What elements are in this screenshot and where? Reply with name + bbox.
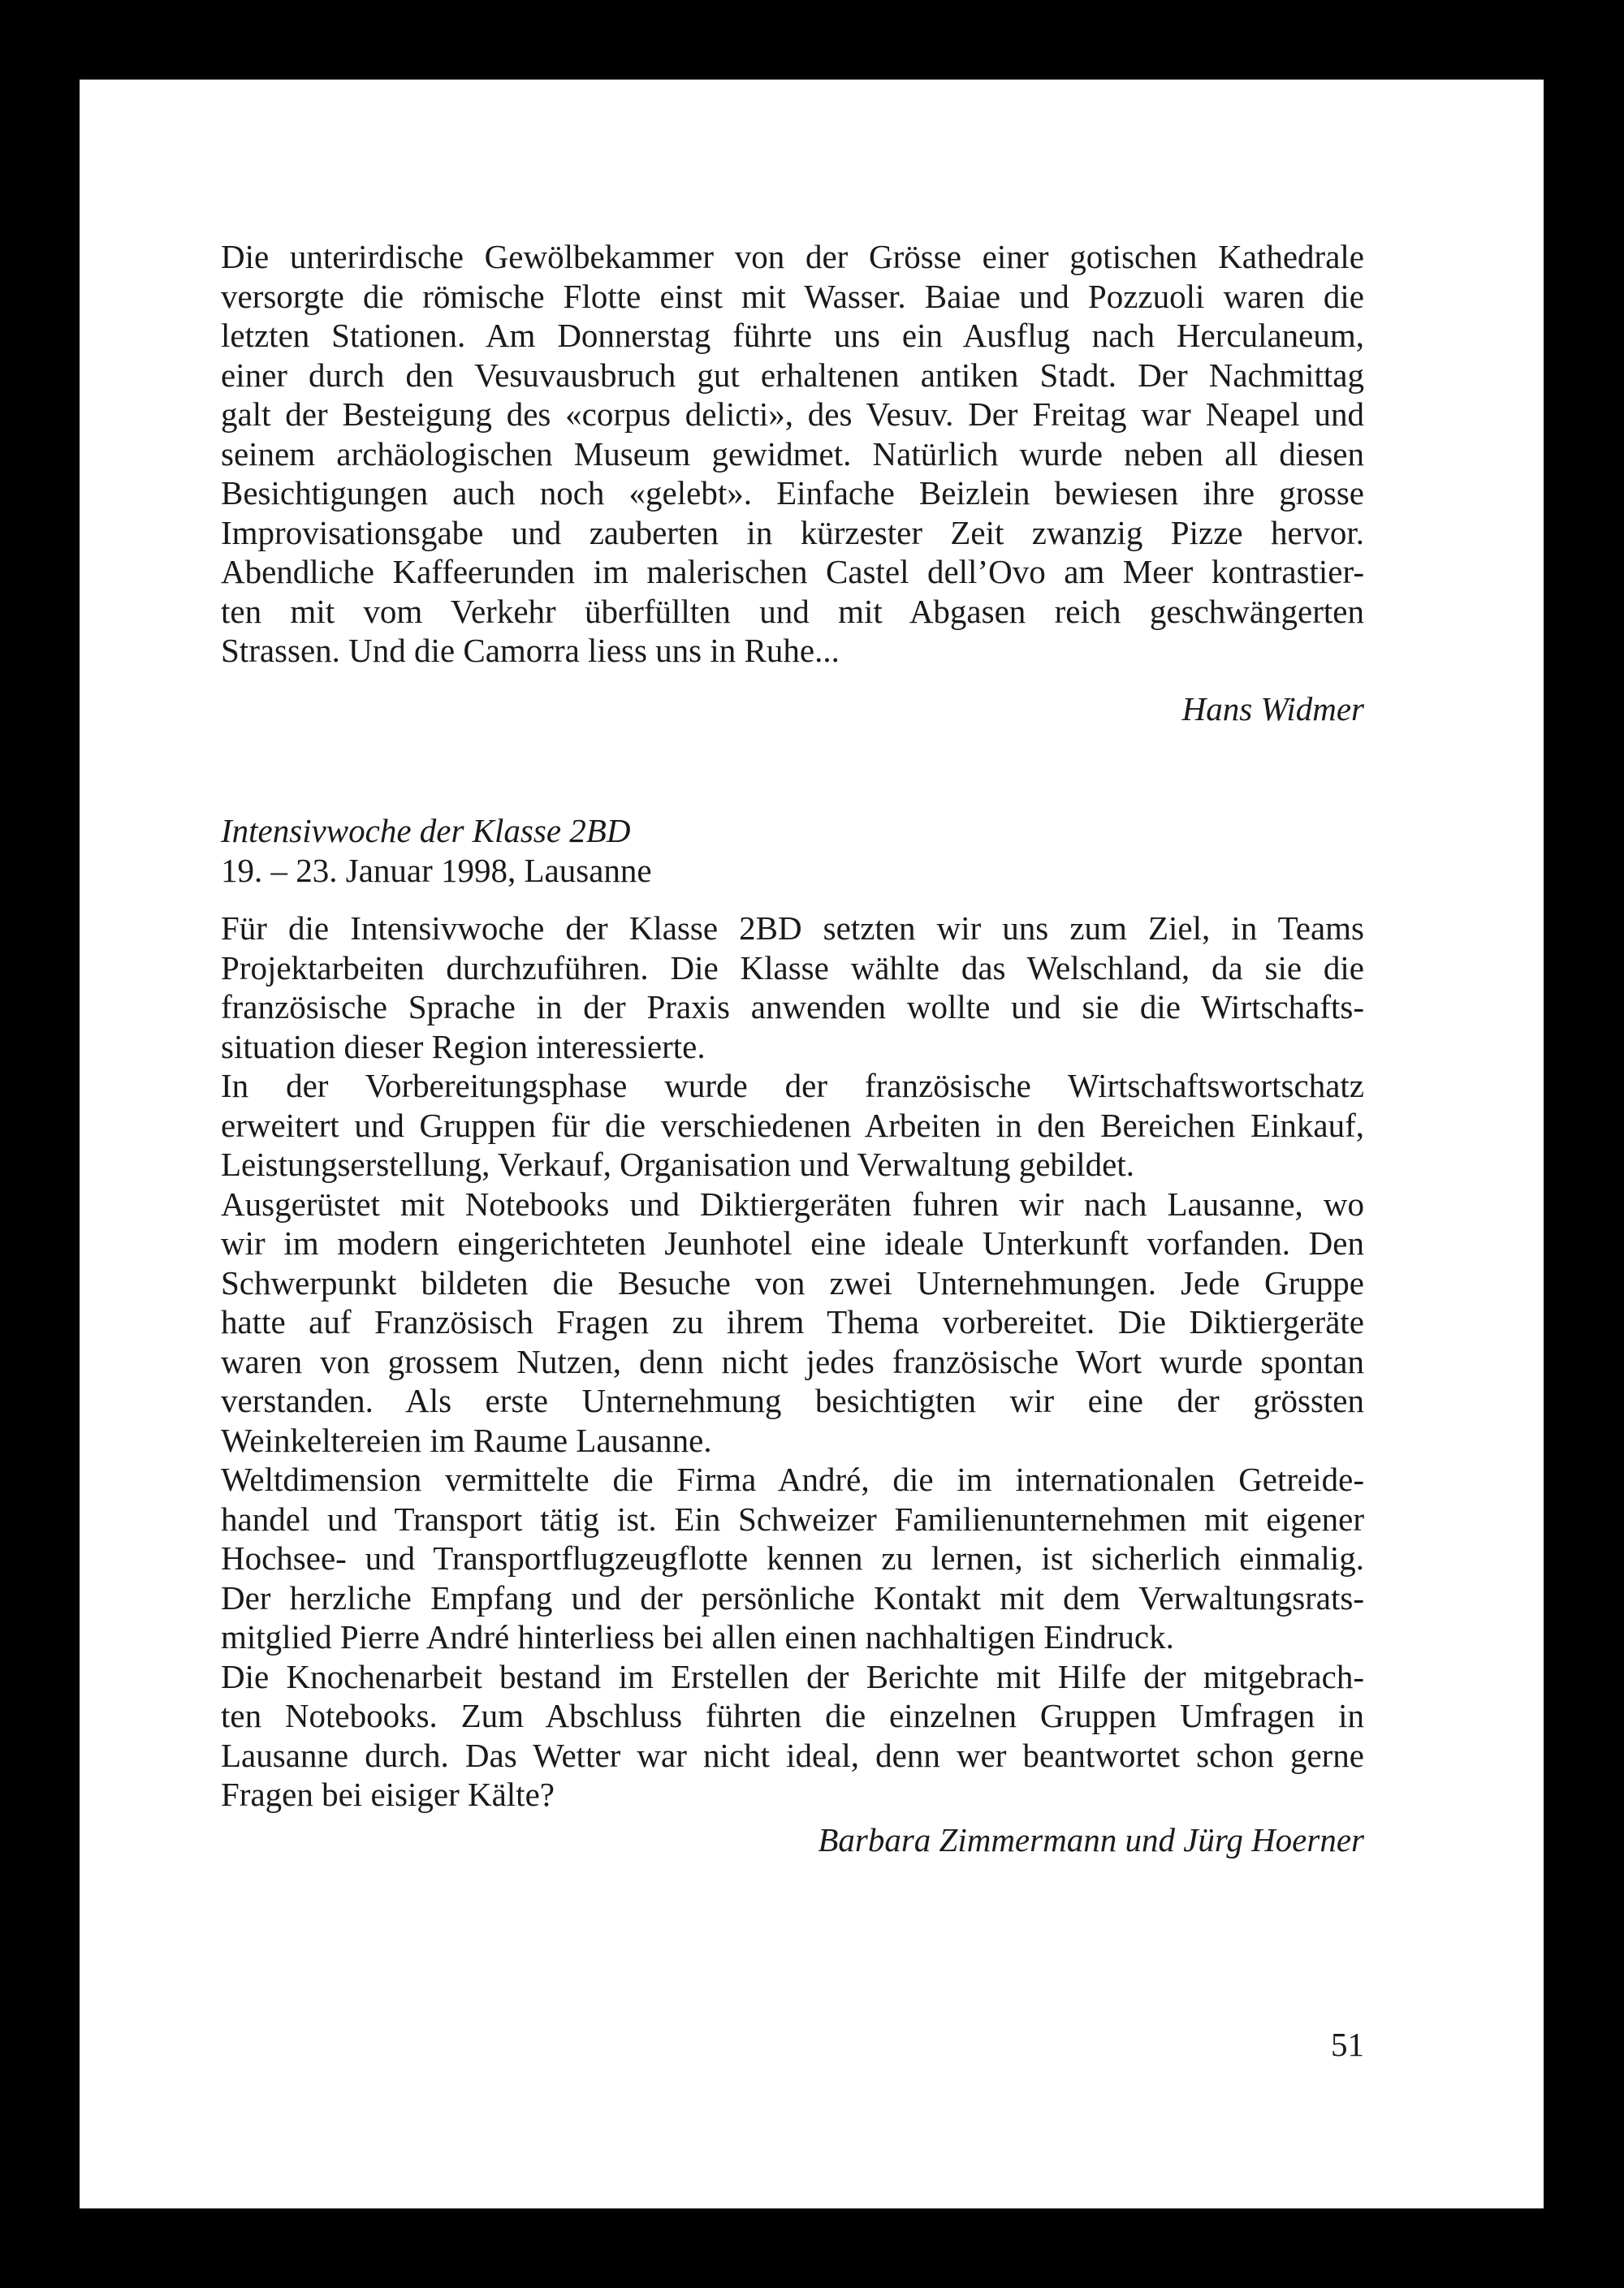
article-naples-author: Hans Widmer xyxy=(1181,690,1364,727)
text-line: letzten Stationen. Am Donnerstag führte uns ein Ausflug nach Herculaneum, xyxy=(221,317,1364,354)
text-line: mitglied Pierre André hinterliess bei allen einen nachhaltigen Eindruck. xyxy=(221,1618,1174,1656)
text-line: Die Knochenarbeit bestand im Erstellen der Berichte mit Hilfe der mitgebrach- xyxy=(221,1657,1364,1695)
text-line: ten Notebooks. Zum Abschluss führten die einzelnen Gruppen Umfragen in xyxy=(221,1697,1364,1734)
scan-speck xyxy=(73,1539,77,1546)
text-line: Lausanne durch. Das Wetter war nicht ideal, denn wer beantwortet schon gerne xyxy=(221,1736,1364,1774)
text-line: Fragen bei eisiger Kälte? xyxy=(221,1776,555,1813)
text-line: ten mit vom Verkehr überfüllten und mit Abgasen reich geschwängerten xyxy=(221,592,1364,630)
article-lausanne-title: Intensivwoche der Klasse 2BD xyxy=(221,812,631,849)
text-line: wir im modern eingerichteten Jeunhotel eine ideale Unterkunft vorfanden. Den xyxy=(221,1224,1364,1262)
text-line: verstanden. Als erste Unternehmung besichtigten wir eine der grössten xyxy=(221,1382,1364,1419)
text-line: Weinkeltereien im Raume Lausanne. xyxy=(221,1421,712,1459)
text-line: Strassen. Und die Camorra liess uns in Ruhe... xyxy=(221,632,840,669)
text-line: Leistungserstellung, Verkauf, Organisation und Verwaltung gebildet. xyxy=(221,1146,1135,1183)
text-line: Hochsee- und Transportflugzeugflotte kennen zu lernen, ist sicherlich einmalig. xyxy=(221,1539,1364,1577)
text-line: situation dieser Region interessierte. xyxy=(221,1027,706,1065)
article-lausanne-author: Barbara Zimmermann und Jürg Hoerner xyxy=(818,1821,1364,1858)
text-line: waren von grossem Nutzen, denn nicht jedes französische Wort wurde spontan xyxy=(221,1342,1364,1380)
text-line: In der Vorbereitungsphase wurde der französische Wirtschaftswortschatz xyxy=(221,1067,1364,1104)
text-line: Besichtigungen auch noch «gelebt». Einfache Beizlein bewiesen ihre grosse xyxy=(221,474,1364,512)
text-line: Projektarbeiten durchzuführen. Die Klasse wählte das Welschland, da sie die xyxy=(221,948,1364,986)
text-line: französische Sprache in der Praxis anwenden wollte und sie die Wirtschafts- xyxy=(221,988,1364,1025)
text-line: Der herzliche Empfang und der persönliche Kontakt mit dem Verwaltungsrats- xyxy=(221,1578,1364,1617)
article-lausanne-date: 19. – 23. Januar 1998, Lausanne xyxy=(221,852,652,889)
text-line: einer durch den Vesuvausbruch gut erhaltenen antiken Stadt. Der Nachmittag xyxy=(221,356,1364,394)
page-number: 51 xyxy=(1331,2026,1364,2063)
text-line: Abendliche Kaffeerunden im malerischen Castel dell’Ovo am Meer kontrastier- xyxy=(221,553,1364,590)
text-line: galt der Besteigung des «corpus delicti», des Vesuv. Der Freitag war Neapel und xyxy=(221,395,1364,433)
text-line: Ausgerüstet mit Notebooks und Diktiergeräten fuhren wir nach Lausanne, wo xyxy=(221,1185,1364,1223)
text-line: Weltdimension vermittelte die Firma André, die im internationalen Getreide- xyxy=(221,1461,1364,1498)
text-line: Für die Intensivwoche der Klasse 2BD setzten wir uns zum Ziel, in Teams xyxy=(221,909,1364,947)
document-page xyxy=(80,80,1544,2208)
text-line: handel und Transport tätig ist. Ein Schweizer Familienunternehmen mit eigener xyxy=(221,1500,1364,1538)
text-line: erweitert und Gruppen für die verschiedenen Arbeiten in den Bereichen Einkauf, xyxy=(221,1106,1364,1144)
text-line: Schwerpunkt bildeten die Besuche von zwei Unternehmungen. Jede Gruppe xyxy=(221,1263,1364,1302)
text-line: Die unterirdische Gewölbekammer von der Grösse einer gotischen Kathedrale xyxy=(221,238,1364,275)
text-line: versorgte die römische Flotte einst mit Wasser. Baiae und Pozzuoli waren die xyxy=(221,277,1364,315)
text-line: Improvisationsgabe und zauberten in kürzester Zeit zwanzig Pizze hervor. xyxy=(221,513,1364,551)
text-line: seinem archäologischen Museum gewidmet. Natürlich wurde neben all diesen xyxy=(221,434,1364,473)
text-line: hatte auf Französisch Fragen zu ihrem Thema vorbereitet. Die Diktiergeräte xyxy=(221,1303,1364,1340)
